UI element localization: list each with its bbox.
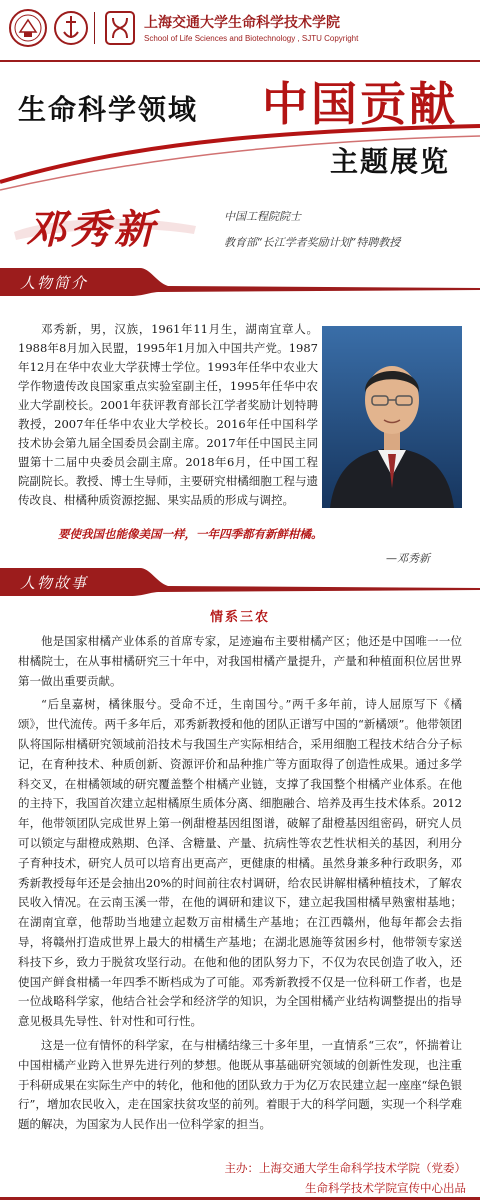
section-title: 人物简介	[20, 274, 89, 292]
school-name-cn: 上海交通大学生命科学技术学院	[144, 15, 340, 31]
person-honor: 教育部“长江学者奖励计划”特聘教授	[224, 236, 401, 249]
exhibition-title-left: 生命科学领域	[18, 93, 199, 126]
logo-divider	[94, 12, 95, 44]
quote-author: —邓秀新	[386, 552, 430, 565]
section-title: 人物故事	[20, 574, 89, 592]
school-name-en: School of Life Sciences and Biotechnology , SJTU Copyright	[144, 34, 359, 43]
sjtu-anchor-logo-icon	[54, 10, 88, 46]
story-paragraph: “后皇嘉树，橘徕服兮。受命不迁，生南国兮。”两千多年前，诗人屈原写下《橘颂》，世代流传。两千多年后，邓秀新教授和他的团队正谱写中国的“新橘颂”。他带领团队将国际柑橘研究领域前沿技术与我国生产实际相结合，采用细胞工程技术结合分子标记，在育种技术、种质创新、资源评价和品种推广等方面取得了创造性成果。通过多学科交叉，在柑橘领域的研究覆盖整个柑橘产业链，支撑了我国整个柑橘产业体系。在他的主持下，我国首次建立起柑橘原生质体分离、细胞融合、培养及再生技术体系。2012年，他带领团队完成世界上第一例甜橙基因组图谱，破解了甜橙基因组密码，研究人员可以锁定与甜橙成熟期、色泽、含糖量、产量、抗病性等农艺性状相关的基因，利用分子育种技术，研究人员可以培育出更高产，更健康的柑橘。虽然身兼多种行政职务，邓秀新教授每年还是会抽出20%的时间前往农村调研，给农民讲解柑橘种植技术，了解农民收入情况。在云南玉溪一带，在他的调研和建议下，建立起我国柑橘早熟蜜柑基地；在湖南宜章，他帮助当地建立起数万亩柑橘生产基地；在江西赣州，他每年都会去指导，将赣州打造成世界上最大的柑橘生产基地；在湖北恩施等贫困乡村，他带领专家送科技下乡，致力于脱贫攻坚行动。在他和他的团队努力下，不仅为农民创造了收入，还使国产鲜食柑橘一年四季不断档成为了可能。邓秀新教授不仅是一位科研工作者，也是一位战略科学家，他结合社会学和经济学的知识，为全国柑橘产业结构调整提出的指导意见极具先导性、针对性和可行性。	[18, 697, 462, 1029]
credit-organizer: 主办：上海交通大学生命科学技术学院（党委）	[224, 1161, 466, 1175]
section-banner-story	[0, 568, 480, 596]
person-honor: 中国工程院院士	[224, 210, 301, 223]
credit-producer: 生命科学技术学院宣传中心出品	[305, 1181, 466, 1195]
college-logo-icon	[104, 10, 136, 46]
exhibition-subtitle: 主题展览	[330, 145, 451, 178]
story-body	[18, 632, 462, 1139]
sjtu-seal-icon	[8, 8, 48, 48]
story-title: 情系三农	[209, 610, 270, 625]
quote-text: 要使我国也能像美国一样，一年四季都有新鲜柑橘。	[58, 527, 323, 541]
portrait-photo	[322, 326, 462, 508]
person-name: 邓秀新	[26, 206, 158, 253]
section-banner-intro	[0, 268, 480, 296]
story-paragraph: 他是国家柑橘产业体系的首席专家，足迹遍布主要柑橘产区；他还是中国唯一一位柑橘院士，在从事柑橘研究三十年中，对我国柑橘产量提升，产量和种植面积位居世界第一做出重要贡献。	[18, 634, 462, 688]
story-paragraph: 这是一位有情怀的科学家，在与柑橘结缘三十多年里，一直情系“三农”，怀揣着让中国柑橘产业跨入世界先进行列的梦想。他既从事基础研究领域的创新性发现，也注重于科研成果在实际生产中的转化，他和他的团队致力于为亿万农民建立起一座座“绿色银行”，增加农民收入，走在国家扶贫攻坚的前列。着眼于大的科学问题，实现一个科学难题的解决，为国家为人民作出一位科学家的担当。	[18, 1037, 462, 1132]
header-rule	[0, 60, 480, 62]
intro-paragraph: 邓秀新，男，汉族，1961年11月生，湖南宜章人。1988年8月加入民盟，1995年1月加入中国共产党。1987年12月在华中农业大学获博士学位。1993年任华中农业大学作物遗传改良国家重点实验室副主任，1995年任华中农业大学副校长。2001年获评教育部长江学者奖励计划特聘教授，2007年任华中农业大学校长。2016年任中国科学技术协会第九届全国委员会副主席。2017年任中国民主同盟第十二届中央委员会副主席。2018年6月，任中国工程院副院长。教授、博士生导师，主要研究柑橘细胞工程与遗传改良、柑橘种质资源挖掘、果实品质的形成与调控。	[18, 322, 318, 507]
exhibition-title-highlight: 中国贡献	[262, 77, 458, 131]
